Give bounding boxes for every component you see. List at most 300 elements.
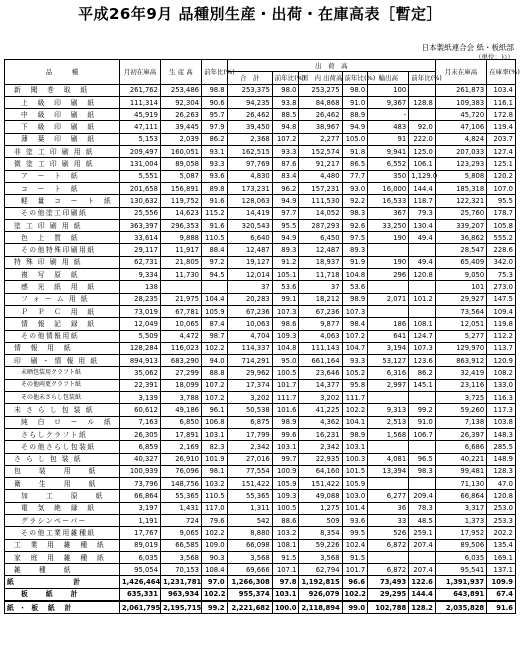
cell-value: 253.3 [487, 514, 516, 526]
row-label: 塗 工 印 刷 用 紙 [5, 219, 120, 231]
cell-value: 120.2 [487, 170, 516, 182]
cell-value: 92.6 [342, 219, 368, 231]
cell-value: 135.4 [487, 539, 516, 551]
cell-value: 29,117 [119, 244, 160, 256]
cell-value: 99.1 [272, 293, 299, 305]
row-label: 雑 種 紙 [5, 564, 120, 576]
cell-value: 97.9 [201, 121, 227, 133]
cell-value: 88.5 [272, 109, 299, 121]
row-label: 未晒包装用クラフト紙 [5, 367, 120, 379]
cell-value: 91.9 [342, 256, 368, 268]
cell-value: 9,941 [368, 146, 409, 158]
cell-value: 207.4 [409, 539, 436, 551]
cell-value: 17,952 [435, 527, 486, 539]
cell-value: 117.3 [487, 404, 516, 416]
cell-value: 108.2 [487, 367, 516, 379]
cell-value: 98.3 [342, 207, 368, 219]
col-production-yoy: 前年比(%) [201, 60, 227, 85]
row-label: その他特殊印刷用紙 [5, 244, 120, 256]
cell-value: 1,311 [227, 502, 272, 514]
cell-value: 37 [227, 281, 272, 293]
row-label: フ ォ ー ム 用 紙 [5, 293, 120, 305]
row-label: 家 庭 用 雑 種 紙 [5, 551, 120, 563]
cell-value: 104.8 [272, 342, 299, 354]
cell-value: 112.2 [487, 330, 516, 342]
cell-value: 683,290 [160, 355, 201, 367]
cell-value: 98.9 [272, 416, 299, 428]
cell-value: 98.9 [342, 293, 368, 305]
cell-value: 3,568 [160, 551, 201, 563]
cell-value: 125.0 [409, 146, 436, 158]
cell-value: 6,859 [119, 441, 160, 453]
row-label: その他両更クラフト紙 [5, 379, 120, 391]
cell-value: 98.9 [342, 428, 368, 440]
cell-value: 1,568 [368, 428, 409, 440]
cell-value: 64,160 [299, 465, 342, 477]
cell-value: 55,365 [160, 490, 201, 502]
cell-value: 91.8 [342, 146, 368, 158]
cell-value: 3,194 [368, 342, 409, 354]
cell-value: 21,805 [160, 256, 201, 268]
cell-value: 50,538 [227, 404, 272, 416]
cell-value: 27,299 [160, 367, 201, 379]
row-label: さ ら し 包 装 紙 [5, 453, 120, 465]
report-title: 平成26年9月 品種別生産・出荷・在庫高表［暫定］ [77, 5, 443, 23]
cell-value: 104.8 [342, 269, 368, 281]
cell-value: 102.2 [342, 404, 368, 416]
cell-value: 28,547 [435, 244, 486, 256]
cell-value: 105.1 [272, 269, 299, 281]
cell-value: 253.0 [487, 502, 516, 514]
cell-value [368, 551, 409, 563]
cell-value: 29,295 [368, 588, 409, 601]
cell-value: 339,207 [435, 219, 486, 231]
cell-value: 67,236 [227, 305, 272, 317]
cell-value: 5,509 [119, 330, 160, 342]
cell-value: 509 [299, 514, 342, 526]
cell-value: 11,730 [160, 269, 201, 281]
table-row [5, 133, 516, 145]
cell-value: 14,052 [299, 207, 342, 219]
cell-value: 16,000 [368, 182, 409, 194]
cell-value: 18,212 [299, 293, 342, 305]
cell-value: 103.0 [342, 490, 368, 502]
row-label: 軽 量 コ ー ト 紙 [5, 195, 120, 207]
cell-value: 12,014 [227, 269, 272, 281]
cell-value: 88.9 [342, 109, 368, 121]
cell-value: 6,450 [299, 232, 342, 244]
cell-value: 3,197 [119, 502, 160, 514]
cell-value: 4,081 [368, 453, 409, 465]
cell-value: 115.2 [201, 207, 227, 219]
cell-value: 99.2 [409, 404, 436, 416]
cell-value: 93.3 [201, 158, 227, 170]
cell-value: 863,912 [435, 355, 486, 367]
cell-value: 98.1 [201, 465, 227, 477]
row-label: 微 塗 工 印 刷 用 紙 [5, 158, 120, 170]
cell-value: 100 [368, 84, 409, 96]
cell-value: 2,997 [368, 379, 409, 391]
cell-value: 101.7 [272, 379, 299, 391]
cell-value: 32,419 [435, 367, 486, 379]
cell-value: 53.6 [342, 281, 368, 293]
cell-value: 6,277 [368, 490, 409, 502]
cell-value: 148,756 [160, 478, 201, 490]
cell-value: 102,788 [368, 601, 409, 614]
table-row [5, 305, 516, 317]
cell-value: 148.9 [487, 453, 516, 465]
cell-value: 963,934 [160, 588, 201, 601]
cell-value: 11,718 [299, 269, 342, 281]
cell-value: 201,658 [119, 182, 160, 194]
cell-value: 26,462 [299, 109, 342, 121]
row-label: 情 報 用 紙 [5, 342, 120, 354]
cell-value: 2,368 [227, 133, 272, 145]
cell-value: 120.9 [487, 355, 516, 367]
publisher: 日本製紙連合会 紙・板紙部 [421, 43, 514, 52]
cell-value: 102.2 [201, 342, 227, 354]
cell-value: 45,919 [119, 109, 160, 121]
cell-value: 107.2 [272, 133, 299, 145]
cell-value: 106.7 [409, 428, 436, 440]
cell-value: 228.6 [487, 244, 516, 256]
cell-value: 109,383 [435, 96, 486, 108]
cell-value: - [368, 109, 409, 121]
row-label: 薄 葉 印 刷 紙 [5, 133, 120, 145]
cell-value: 94.9 [342, 121, 368, 133]
cell-value: 4,472 [160, 330, 201, 342]
cell-value: 320,543 [227, 219, 272, 231]
cell-value: 7,138 [435, 416, 486, 428]
table-row [5, 576, 516, 588]
cell-value: 151,422 [227, 478, 272, 490]
cell-value: 77,554 [227, 465, 272, 477]
cell-value: 97.2 [201, 256, 227, 268]
cell-value: 98.6 [272, 318, 299, 330]
cell-value: 103.4 [487, 84, 516, 96]
table-row [5, 146, 516, 158]
cell-value: 88.6 [272, 514, 299, 526]
cell-value: 97.8 [272, 576, 299, 588]
cell-value: 105.8 [487, 219, 516, 231]
cell-value: 107.3 [272, 305, 299, 317]
cell-value: 91.6 [487, 601, 516, 614]
row-label: 非 塗 工 印 刷 用 紙 [5, 146, 120, 158]
cell-value: 160,051 [160, 146, 201, 158]
cell-value: 94.5 [201, 269, 227, 281]
cell-value: 287,293 [299, 219, 342, 231]
cell-value: 97.5 [342, 232, 368, 244]
cell-value: 89,019 [119, 539, 160, 551]
cell-value: 59,226 [299, 539, 342, 551]
cell-value: 130,632 [119, 195, 160, 207]
cell-value: 98.8 [201, 84, 227, 96]
cell-value: 103.1 [342, 441, 368, 453]
cell-value: 69,666 [227, 564, 272, 576]
cell-value: 641 [368, 330, 409, 342]
cell-value: 120.8 [409, 269, 436, 281]
cell-value: 91.6 [201, 195, 227, 207]
cell-value: 129,970 [435, 342, 486, 354]
cell-value: 209,497 [119, 146, 160, 158]
cell-value: 26,263 [160, 109, 201, 121]
production-table [4, 59, 520, 614]
cell-value: 130.4 [409, 219, 436, 231]
cell-value: 9,065 [160, 527, 201, 539]
row-label: 衛 生 用 紙 [5, 478, 120, 490]
cell-value: 5,153 [119, 133, 160, 145]
cell-value: 83.4 [272, 170, 299, 182]
cell-value: 273.0 [487, 281, 516, 293]
table-row [5, 182, 516, 194]
cell-value: 13,394 [368, 465, 409, 477]
cell-value: 26,397 [435, 428, 486, 440]
cell-value [201, 281, 227, 293]
cell-value: 105.9 [201, 305, 227, 317]
cell-value: 95,541 [435, 564, 486, 576]
col-export-yoy: 前年比(%) [409, 72, 436, 84]
cell-value: 9,313 [368, 404, 409, 416]
cell-value: 635,331 [119, 588, 160, 601]
cell-value: 123.6 [409, 355, 436, 367]
cell-value: 107.0 [487, 182, 516, 194]
col-production: 生 産 高 [160, 60, 201, 85]
cell-value: 103.1 [272, 441, 299, 453]
cell-value: 105.9 [272, 478, 299, 490]
cell-value: 89,058 [160, 158, 201, 170]
cell-value [368, 441, 409, 453]
cell-value: 94.9 [272, 232, 299, 244]
cell-value: 6,552 [368, 158, 409, 170]
col-hinshu: 品 種 [5, 60, 120, 85]
cell-value: 10,063 [227, 318, 272, 330]
cell-value: 96.1 [201, 404, 227, 416]
cell-value: 86.2 [409, 367, 436, 379]
cell-value: 119.4 [487, 121, 516, 133]
table-row [5, 465, 516, 477]
cell-value: 99.5 [342, 527, 368, 539]
cell-value: 1,192,815 [299, 576, 342, 588]
cell-value: 3,568 [227, 551, 272, 563]
cell-value: 29,962 [227, 367, 272, 379]
cell-value: 10,065 [160, 318, 201, 330]
row-label: 印 刷 ・ 情 報 用 紙 [5, 355, 120, 367]
cell-value: 101.6 [272, 404, 299, 416]
cell-value [160, 281, 201, 293]
cell-value: 127.4 [487, 146, 516, 158]
cell-value: 109.4 [487, 305, 516, 317]
cell-value: 124.7 [409, 330, 436, 342]
cell-value: 62,731 [119, 256, 160, 268]
table-row [5, 490, 516, 502]
cell-value: 14,419 [227, 207, 272, 219]
cell-value: 113.7 [487, 342, 516, 354]
cell-value: 62,794 [299, 564, 342, 576]
row-label: 特 殊 印 刷 用 紙 [5, 256, 120, 268]
cell-value: 190 [368, 256, 409, 268]
cell-value: 2,221,682 [227, 601, 272, 614]
row-label: 新 聞 巻 取 紙 [5, 84, 120, 96]
cell-value: 145.1 [409, 379, 436, 391]
cell-value: 6,316 [368, 367, 409, 379]
cell-value: 73,019 [119, 305, 160, 317]
cell-value: 98.0 [342, 84, 368, 96]
cell-value: 12,487 [299, 244, 342, 256]
cell-value: 3,317 [435, 502, 486, 514]
cell-value: 9,877 [299, 318, 342, 330]
col-shipments: 出 荷 高 [227, 60, 435, 72]
cell-value: 222.0 [409, 133, 436, 145]
cell-value: 116,023 [160, 342, 201, 354]
cell-value: 14,623 [160, 207, 201, 219]
cell-value: 109.3 [272, 490, 299, 502]
cell-value: 209.4 [409, 490, 436, 502]
cell-value: 95.7 [201, 109, 227, 121]
cell-value: 103.1 [272, 588, 299, 601]
table-row [5, 158, 516, 170]
cell-value: 111,530 [299, 195, 342, 207]
row-label: 加 工 原 紙 [5, 490, 120, 502]
cell-value: 1,275 [299, 502, 342, 514]
table-row [5, 96, 516, 108]
cell-value: 128.3 [487, 465, 516, 477]
cell-value: 66,585 [160, 539, 201, 551]
cell-value: 2,342 [299, 441, 342, 453]
cell-value [409, 305, 436, 317]
cell-value: 12,049 [119, 318, 160, 330]
cell-value: 4,824 [435, 133, 486, 145]
cell-value: 185,318 [435, 182, 486, 194]
cell-value: 98.0 [272, 84, 299, 96]
table-row [5, 318, 516, 330]
cell-value: 38,967 [299, 121, 342, 133]
col-opening: 月初在庫高 [119, 60, 160, 85]
cell-value: 93.6 [342, 514, 368, 526]
cell-value: 3,202 [299, 392, 342, 404]
cell-value: 66,864 [435, 490, 486, 502]
table-row [5, 379, 516, 391]
cell-value: 94.0 [201, 355, 227, 367]
cell-value: 169.1 [487, 551, 516, 563]
cell-value: 88.4 [201, 244, 227, 256]
table-row [5, 342, 516, 354]
cell-value: 33,250 [368, 219, 409, 231]
cell-value: 49.4 [409, 256, 436, 268]
cell-value: 84,868 [299, 96, 342, 108]
cell-value: 4,063 [299, 330, 342, 342]
cell-value: 91 [368, 133, 409, 145]
cell-value [409, 392, 436, 404]
cell-value: 1,191 [119, 514, 160, 526]
cell-value: 661,164 [299, 355, 342, 367]
row-label: 上 級 印 刷 紙 [5, 96, 120, 108]
cell-value: 97,769 [227, 158, 272, 170]
cell-value: 108.1 [409, 318, 436, 330]
cell-value: 894,913 [119, 355, 160, 367]
cell-value: 2,342 [227, 441, 272, 453]
row-label: 電 気 絶 縁 紙 [5, 502, 120, 514]
cell-value: 103.1 [201, 428, 227, 440]
cell-value: 253,275 [299, 84, 342, 96]
cell-value: 138 [119, 281, 160, 293]
cell-value: 5,277 [435, 330, 486, 342]
cell-value: 23,646 [299, 367, 342, 379]
cell-value: 22,391 [119, 379, 160, 391]
cell-value: 5,551 [119, 170, 160, 182]
cell-value: 103.2 [201, 478, 227, 490]
cell-value: 100.9 [272, 465, 299, 477]
cell-value: 86.5 [342, 158, 368, 170]
cell-value: 99,481 [435, 465, 486, 477]
cell-value: 3,568 [299, 551, 342, 563]
cell-value: 296 [368, 269, 409, 281]
cell-value: 17,374 [227, 379, 272, 391]
cell-value: 108.1 [272, 539, 299, 551]
cell-value: 40,327 [119, 453, 160, 465]
cell-value: 109.9 [487, 576, 516, 588]
cell-value [409, 551, 436, 563]
cell-value: 926,079 [299, 588, 342, 601]
cell-value: 101.5 [342, 465, 368, 477]
cell-value: 147.5 [487, 293, 516, 305]
cell-value: 97.0 [201, 576, 227, 588]
cell-value [368, 305, 409, 317]
cell-value: 73,796 [119, 478, 160, 490]
cell-value: 96.2 [272, 182, 299, 194]
cell-value: 101.4 [342, 502, 368, 514]
table-row [5, 564, 516, 576]
table-row [5, 527, 516, 539]
cell-value: 67,781 [160, 305, 201, 317]
cell-value: 14,377 [299, 379, 342, 391]
cell-value: 109.0 [201, 539, 227, 551]
table-row [5, 428, 516, 440]
cell-value: 91.0 [409, 416, 436, 428]
cell-value: 101.7 [342, 564, 368, 576]
row-label: 工 業 用 雑 種 紙 [5, 539, 120, 551]
cell-value: 95.8 [342, 379, 368, 391]
cell-value: 66,864 [119, 490, 160, 502]
cell-value [409, 244, 436, 256]
cell-value: 73,564 [435, 305, 486, 317]
cell-value: 89.3 [342, 244, 368, 256]
cell-value: 21,975 [160, 293, 201, 305]
cell-value: 11,917 [160, 244, 201, 256]
cell-value: 363,397 [119, 219, 160, 231]
cell-value: 91.0 [342, 96, 368, 108]
cell-value: 73,493 [368, 576, 409, 588]
cell-value: 122.6 [409, 576, 436, 588]
table-row [5, 232, 516, 244]
cell-value [409, 281, 436, 293]
cell-value: 157,231 [299, 182, 342, 194]
table-row [5, 502, 516, 514]
row-label: 包 装 用 紙 [5, 465, 120, 477]
row-label: 感 光 紙 用 紙 [5, 281, 120, 293]
cell-value: 111.7 [272, 392, 299, 404]
row-label: その他工業用雑種紙 [5, 527, 120, 539]
cell-value: 99.7 [272, 453, 299, 465]
cell-value: 23,116 [435, 379, 486, 391]
cell-value: 261,873 [435, 84, 486, 96]
col-domestic-yoy: 前年比(%) [342, 72, 368, 84]
cell-value: 5,087 [160, 170, 201, 182]
cell-value: 107.2 [201, 379, 227, 391]
cell-value: 173,231 [227, 182, 272, 194]
row-label: 紙 ・ 板 紙 計 [5, 601, 120, 614]
cell-value: 71,130 [435, 478, 486, 490]
cell-value: 526 [368, 527, 409, 539]
